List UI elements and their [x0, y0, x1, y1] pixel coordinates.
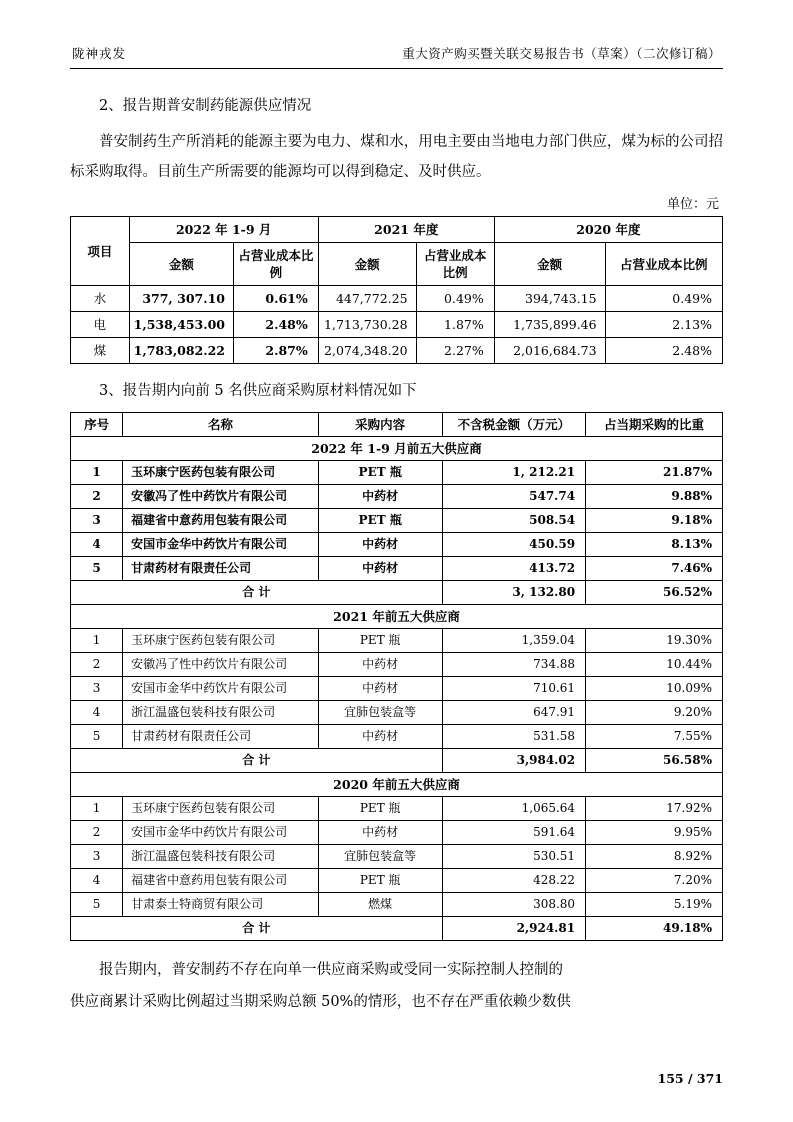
supplier-total-ratio: 56.58% — [586, 749, 723, 773]
supplier-header-name: 名称 — [123, 413, 319, 437]
supplier-name: 甘肃药材有限责任公司 — [123, 557, 319, 581]
supplier-ratio: 8.13% — [586, 533, 723, 557]
supplier-group-title-row — [71, 437, 723, 461]
supplier-group-title: 2021 年前五大供应商 — [71, 605, 723, 629]
supplier-ratio: 9.95% — [586, 821, 723, 845]
supplier-content: PET 瓶 — [318, 869, 442, 893]
supplier-content: PET 瓶 — [318, 509, 442, 533]
energy-amount-2022: 377, 307.10 — [129, 286, 233, 312]
supplier-no: 4 — [71, 869, 123, 893]
energy-amount-2021: 2,074,348.20 — [318, 338, 416, 364]
supplier-amount: 647.91 — [442, 701, 585, 725]
supplier-name: 玉环康宁医药包装有限公司 — [123, 629, 319, 653]
supplier-no: 1 — [71, 461, 123, 485]
table-row — [71, 461, 723, 485]
supplier-content: PET 瓶 — [318, 797, 442, 821]
table-row — [71, 533, 723, 557]
supplier-content: PET 瓶 — [318, 461, 442, 485]
supplier-amount: 547.74 — [442, 485, 585, 509]
energy-subheader-ratio-2020: 占营业成本比例 — [605, 243, 722, 286]
energy-amount-2021: 447,772.25 — [318, 286, 416, 312]
supplier-no: 3 — [71, 845, 123, 869]
energy-ratio-2020: 2.48% — [605, 338, 722, 364]
page-header — [70, 44, 723, 69]
energy-header-period-2021: 2021 年度 — [318, 217, 494, 243]
energy-item: 水 — [71, 286, 130, 312]
supplier-total-label: 合 计 — [71, 581, 443, 605]
supplier-name: 玉环康宁医药包装有限公司 — [123, 461, 319, 485]
paragraph-energy-supply: 普安制药生产所消耗的能源主要为电力、煤和水，用电主要由当地电力部门供应，煤为标的公司招标采购取得。目前生产所需要的能源均可以得到稳定、及时供应。 — [70, 134, 723, 180]
supplier-ratio: 9.88% — [586, 485, 723, 509]
supplier-name: 安国市金华中药饮片有限公司 — [123, 821, 319, 845]
supplier-amount: 450.59 — [442, 533, 585, 557]
supplier-amount: 1, 212.21 — [442, 461, 585, 485]
supplier-ratio: 9.20% — [586, 701, 723, 725]
supplier-amount: 531.58 — [442, 725, 585, 749]
supplier-total-row — [71, 581, 723, 605]
supplier-content: 宜肺包装盒等 — [318, 845, 442, 869]
supplier-ratio: 10.44% — [586, 653, 723, 677]
energy-amount-2022: 1,783,082.22 — [129, 338, 233, 364]
supplier-total-label: 合 计 — [71, 749, 443, 773]
supplier-amount: 530.51 — [442, 845, 585, 869]
supplier-amount: 591.64 — [442, 821, 585, 845]
energy-item: 煤 — [71, 338, 130, 364]
supplier-ratio: 7.46% — [586, 557, 723, 581]
energy-ratio-2022: 2.48% — [233, 312, 318, 338]
supplier-amount: 710.61 — [442, 677, 585, 701]
supplier-amount: 734.88 — [442, 653, 585, 677]
table-header-row — [71, 413, 723, 437]
supplier-name: 安徽冯了性中药饮片有限公司 — [123, 485, 319, 509]
table-row — [71, 338, 723, 364]
supplier-no: 2 — [71, 485, 123, 509]
energy-subheader-ratio-2022: 占营业成本比例 — [233, 243, 318, 286]
supplier-header-amount: 不含税金额（万元） — [442, 413, 585, 437]
table-row — [71, 557, 723, 581]
energy-subheader-ratio-2021: 占营业成本比例 — [416, 243, 494, 286]
supplier-total-label: 合 计 — [71, 917, 443, 941]
supplier-content: 中药材 — [318, 533, 442, 557]
table-row — [71, 312, 723, 338]
supplier-ratio: 21.87% — [586, 461, 723, 485]
energy-amount-2020: 2,016,684.73 — [494, 338, 605, 364]
supplier-ratio: 5.19% — [586, 893, 723, 917]
supplier-ratio: 9.18% — [586, 509, 723, 533]
supplier-content: 中药材 — [318, 821, 442, 845]
supplier-total-row — [71, 749, 723, 773]
section-heading-2: 2、报告期普安制药能源供应情况 — [99, 98, 312, 114]
supplier-group-title-row — [71, 605, 723, 629]
supplier-content: 宜肺包装盒等 — [318, 701, 442, 725]
supplier-group-title: 2020 年前五大供应商 — [71, 773, 723, 797]
supplier-name: 福建省中意药用包装有限公司 — [123, 869, 319, 893]
supplier-no: 1 — [71, 797, 123, 821]
supplier-no: 1 — [71, 629, 123, 653]
table-row — [71, 509, 723, 533]
supplier-no: 2 — [71, 653, 123, 677]
energy-amount-2020: 1,735,899.46 — [494, 312, 605, 338]
supplier-header-no: 序号 — [71, 413, 123, 437]
supplier-name: 安徽冯了性中药饮片有限公司 — [123, 653, 319, 677]
supplier-content: 中药材 — [318, 557, 442, 581]
supplier-content: 中药材 — [318, 485, 442, 509]
section-heading-3: 3、报告期内向前 5 名供应商采购原材料情况如下 — [99, 383, 417, 399]
energy-subheader-amount-2022: 金额 — [129, 243, 233, 286]
table-row — [71, 677, 723, 701]
supplier-ratio: 17.92% — [586, 797, 723, 821]
page-number: 155 / 371 — [657, 1071, 723, 1086]
energy-ratio-2021: 0.49% — [416, 286, 494, 312]
table-row — [71, 725, 723, 749]
supplier-total-ratio: 56.52% — [586, 581, 723, 605]
supplier-content: 燃煤 — [318, 893, 442, 917]
supplier-name: 浙江温盛包装科技有限公司 — [123, 701, 319, 725]
supplier-no: 2 — [71, 821, 123, 845]
top-suppliers-table — [70, 412, 723, 941]
energy-header-item: 项目 — [71, 217, 130, 286]
supplier-ratio: 8.92% — [586, 845, 723, 869]
supplier-amount: 508.54 — [442, 509, 585, 533]
table-row — [71, 629, 723, 653]
energy-amount-2020: 394,743.15 — [494, 286, 605, 312]
table-subheader-row — [71, 243, 723, 286]
supplier-content: PET 瓶 — [318, 629, 442, 653]
table-row — [71, 797, 723, 821]
energy-ratio-2020: 0.49% — [605, 286, 722, 312]
energy-header-period-2022: 2022 年 1-9 月 — [129, 217, 318, 243]
energy-ratio-2022: 0.61% — [233, 286, 318, 312]
supplier-total-amount: 3, 132.80 — [442, 581, 585, 605]
supplier-ratio: 7.55% — [586, 725, 723, 749]
closing-paragraph-line-2: 供应商累计采购比例超过当期采购总额 50%的情形，也不存在严重依赖少数供 — [70, 994, 571, 1010]
supplier-no: 5 — [71, 893, 123, 917]
supplier-group-title: 2022 年 1-9 月前五大供应商 — [71, 437, 723, 461]
supplier-no: 5 — [71, 725, 123, 749]
supplier-total-amount: 3,984.02 — [442, 749, 585, 773]
closing-paragraphs — [70, 955, 723, 1017]
supplier-name: 甘肃泰士特商贸有限公司 — [123, 893, 319, 917]
energy-amount-2022: 1,538,453.00 — [129, 312, 233, 338]
supplier-name: 安国市金华中药饮片有限公司 — [123, 677, 319, 701]
supplier-header-content: 采购内容 — [318, 413, 442, 437]
supplier-name: 福建省中意药用包装有限公司 — [123, 509, 319, 533]
supplier-no: 3 — [71, 509, 123, 533]
energy-subheader-amount-2021: 金额 — [318, 243, 416, 286]
supplier-no: 5 — [71, 557, 123, 581]
supplier-total-row — [71, 917, 723, 941]
supplier-total-amount: 2,924.81 — [442, 917, 585, 941]
supplier-amount: 1,065.64 — [442, 797, 585, 821]
energy-ratio-2021: 2.27% — [416, 338, 494, 364]
supplier-content: 中药材 — [318, 653, 442, 677]
energy-amount-2021: 1,713,730.28 — [318, 312, 416, 338]
supplier-no: 4 — [71, 701, 123, 725]
header-document-title: 重大资产购买暨关联交易报告书（草案）（二次修订稿） — [402, 46, 721, 61]
energy-ratio-2022: 2.87% — [233, 338, 318, 364]
supplier-header-ratio: 占当期采购的比重 — [586, 413, 723, 437]
supplier-no: 4 — [71, 533, 123, 557]
supplier-total-ratio: 49.18% — [586, 917, 723, 941]
table-row — [71, 653, 723, 677]
supplier-name: 玉环康宁医药包装有限公司 — [123, 797, 319, 821]
energy-ratio-2020: 2.13% — [605, 312, 722, 338]
energy-item: 电 — [71, 312, 130, 338]
supplier-content: 中药材 — [318, 725, 442, 749]
supplier-amount: 1,359.04 — [442, 629, 585, 653]
supplier-name: 浙江温盛包装科技有限公司 — [123, 845, 319, 869]
supplier-amount: 413.72 — [442, 557, 585, 581]
closing-paragraph-line-1: 报告期内，普安制药不存在向单一供应商采购或受同一实际控制人控制的 — [99, 962, 563, 978]
table-row — [71, 701, 723, 725]
energy-subheader-amount-2020: 金额 — [494, 243, 605, 286]
supplier-amount: 428.22 — [442, 869, 585, 893]
table-row — [71, 893, 723, 917]
table-row — [71, 869, 723, 893]
table-row — [71, 845, 723, 869]
header-company-name: 陇神戎发 — [72, 46, 127, 61]
supplier-ratio: 10.09% — [586, 677, 723, 701]
energy-header-period-2020: 2020 年度 — [494, 217, 722, 243]
energy-cost-table — [70, 216, 723, 364]
supplier-name: 安国市金华中药饮片有限公司 — [123, 533, 319, 557]
table-row — [71, 821, 723, 845]
supplier-amount: 308.80 — [442, 893, 585, 917]
supplier-ratio: 19.30% — [586, 629, 723, 653]
table-header-row — [71, 217, 723, 243]
table-row — [71, 485, 723, 509]
supplier-name: 甘肃药材有限责任公司 — [123, 725, 319, 749]
energy-ratio-2021: 1.87% — [416, 312, 494, 338]
supplier-content: 中药材 — [318, 677, 442, 701]
supplier-group-title-row — [71, 773, 723, 797]
supplier-no: 3 — [71, 677, 123, 701]
unit-label: 单位：元 — [666, 197, 719, 212]
table-row — [71, 286, 723, 312]
supplier-ratio: 7.20% — [586, 869, 723, 893]
